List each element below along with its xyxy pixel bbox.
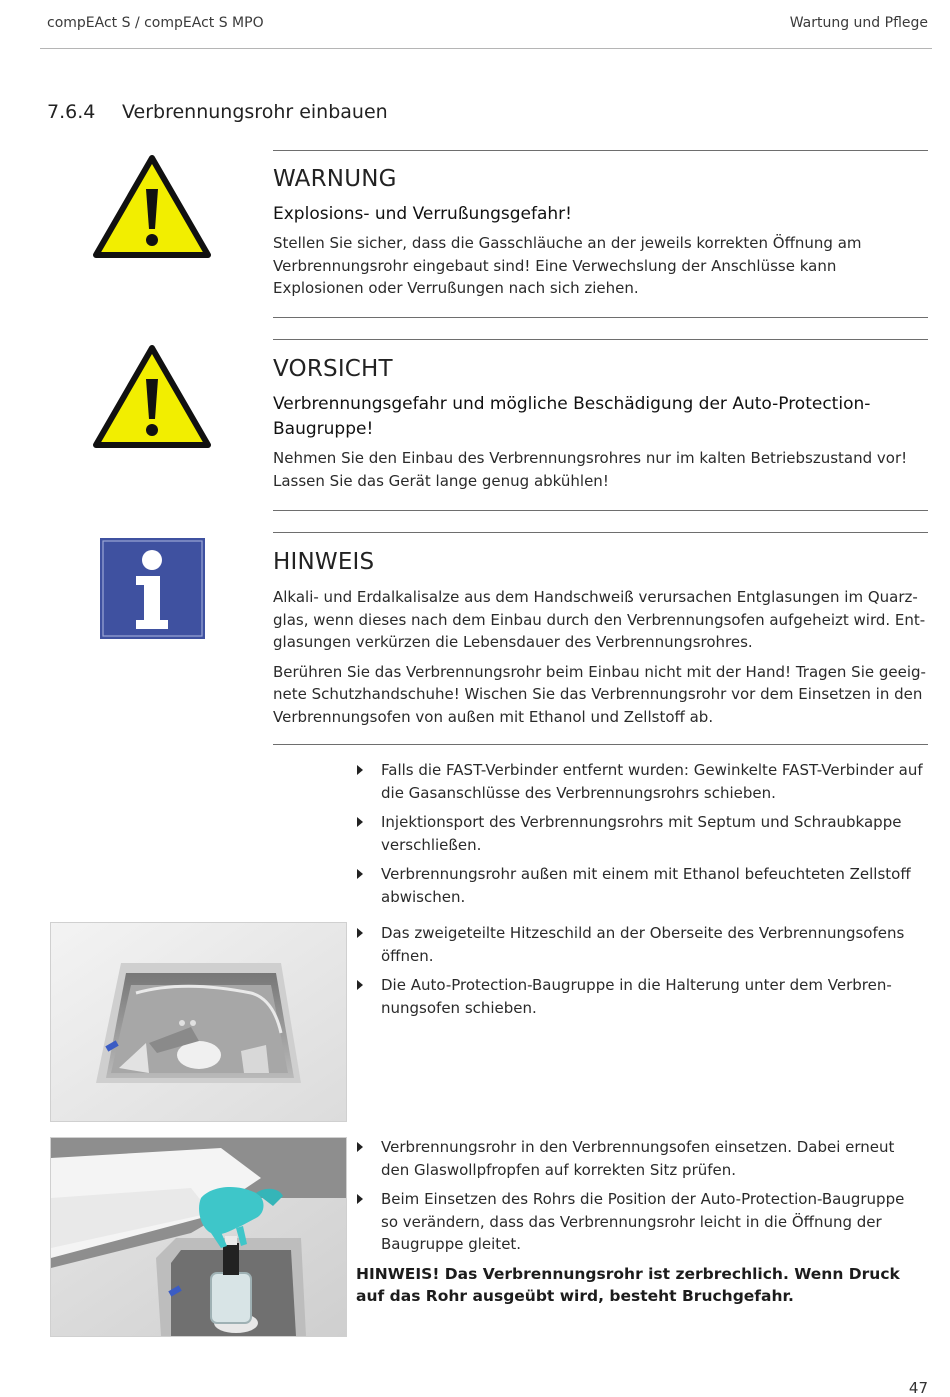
section-number: 7.6.4 xyxy=(47,101,96,123)
warning-subtitle: Explosions- und Verrußungsgefahr! xyxy=(273,204,572,224)
bullet-arrow-icon xyxy=(357,1194,363,1204)
caution-bottom-rule xyxy=(273,510,928,511)
fragile-warning-note: HINWEIS! Das Verbrennungsrohr ist zerbrechlich. Wenn Druck auf das Rohr ausgeübt wird, besteht Bruchgefahr. xyxy=(356,1264,900,1305)
bullet-arrow-icon xyxy=(357,1142,363,1152)
bullet-arrow-icon xyxy=(357,765,363,775)
warning-title: WARNUNG xyxy=(273,166,397,192)
step-item: Die Auto-Protection-Baugruppe in die Halterung unter dem Verbrennungsofen schieben. xyxy=(356,974,926,1019)
header-product: compEAct S / compEAct S MPO xyxy=(47,15,264,31)
step-item: Falls die FAST-Verbinder entfernt wurden: Gewinkelte FAST-Verbinder auf die Gasanschlüsse des Verbrennungsrohrs schieben. xyxy=(356,759,926,804)
caution-body xyxy=(273,447,928,492)
info-icon xyxy=(100,538,205,639)
photo-heat-shield-open xyxy=(50,922,347,1122)
section-title: Verbrennungsrohr einbauen xyxy=(122,101,388,123)
hint-paragraph-2: Berühren Sie das Verbrennungsrohr beim Einbau nicht mit der Hand! Tragen Sie geeignete Schutzhandschuhe! Wischen Sie das Verbrennungsrohr vor dem Einsetzen in den Verbrennungsofen von außen mit Ethanol und Zellstoff ab. xyxy=(273,662,926,726)
warning-notice xyxy=(273,166,928,307)
warning-triangle-icon xyxy=(93,155,211,259)
photo-insert-combustion-tube xyxy=(50,1137,347,1337)
hint-body xyxy=(273,586,928,728)
page-number: 47 xyxy=(908,1379,928,1397)
step-item: Verbrennungsrohr außen mit einem mit Ethanol befeuchteten Zellstoff abwischen. xyxy=(356,863,926,908)
caution-text: Nehmen Sie den Einbau des Verbrennungsrohres nur im kalten Betriebszustand vor! Lassen Sie das Gerät lange genug abkühlen! xyxy=(273,449,908,490)
caution-subtitle: Verbrennungsgefahr und mögliche Beschädigung der Auto-Protection-Baugruppe! xyxy=(273,394,871,439)
warning-bottom-rule xyxy=(273,317,928,318)
section-heading xyxy=(47,101,388,123)
bullet-arrow-icon xyxy=(357,869,363,879)
step-item: Verbrennungsrohr in den Verbrennungsofen einsetzen. Dabei erneut den Glaswollpfropfen auf korrekten Sitz prüfen. xyxy=(356,1136,926,1181)
steps-group-b xyxy=(356,922,926,1026)
warning-body xyxy=(273,232,928,300)
steps-group-a xyxy=(356,759,926,915)
step-item: Injektionsport des Verbrennungsrohrs mit Septum und Schraubkappe verschließen. xyxy=(356,811,926,856)
caution-top-rule xyxy=(273,339,928,340)
header-chapter: Wartung und Pflege xyxy=(789,15,928,31)
hint-paragraph-1: Alkali- und Erdalkalisalze aus dem Handschweiß verursachen Entglasungen im Quarzglas, wenn dieses nach dem Einbau durch den Verbrennungsofen aufgeheizt wird. Entglasungen verkürzen die Lebensdauer des Verbrennungsrohres. xyxy=(273,588,926,651)
bullet-arrow-icon xyxy=(357,817,363,827)
hint-bottom-rule xyxy=(273,744,928,745)
hint-top-rule xyxy=(273,532,928,533)
bullet-arrow-icon xyxy=(357,980,363,990)
header-divider xyxy=(40,48,932,49)
caution-notice xyxy=(273,356,928,499)
steps-group-c xyxy=(356,1136,926,1308)
warning-top-rule xyxy=(273,150,928,151)
step-item: Das zweigeteilte Hitzeschild an der Oberseite des Verbrennungsofens öffnen. xyxy=(356,922,926,967)
caution-triangle-icon xyxy=(93,345,211,449)
hint-title: HINWEIS xyxy=(273,549,375,575)
caution-title: VORSICHT xyxy=(273,356,393,382)
warning-text: Stellen Sie sicher, dass die Gasschläuche an der jeweils korrekten Öffnung am Verbrennungsrohr eingebaut sind! Eine Verwechslung der Anschlüsse kann Explosionen oder Verrußungen nach sich ziehen. xyxy=(273,234,862,297)
step-item: Beim Einsetzen des Rohrs die Position der Auto-Protection-Baugruppe so verändern, dass das Verbrennungsrohr leicht in die Öffnung der Baugruppe gleitet. xyxy=(356,1188,926,1256)
bullet-arrow-icon xyxy=(357,928,363,938)
hint-notice xyxy=(273,549,928,735)
